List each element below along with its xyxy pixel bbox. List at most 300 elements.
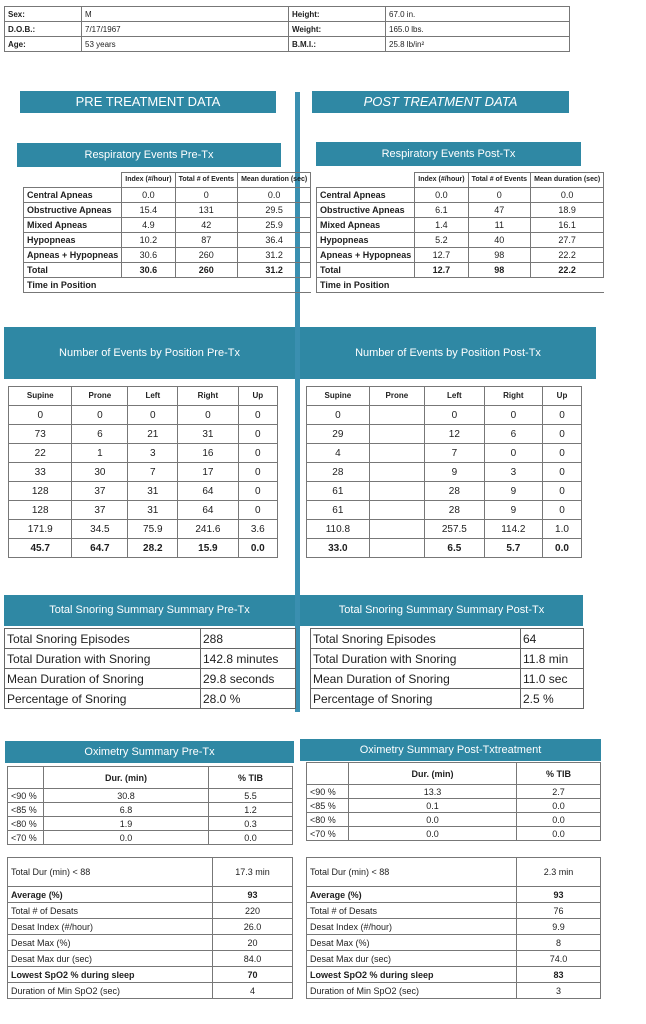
oxy-pre-summary-label: Desat Max dur (sec) xyxy=(8,951,213,967)
oxy-pre-band-row xyxy=(8,817,293,831)
pos-post-cell: 0 xyxy=(543,463,582,482)
demographics-row xyxy=(5,37,570,52)
resp-post-time-row xyxy=(317,278,604,293)
pos-post-cell: 61 xyxy=(307,501,370,520)
demo-label: Weight: xyxy=(289,22,386,37)
resp-pre-row-label: Total xyxy=(24,263,122,278)
resp-pre-row xyxy=(24,218,311,233)
pos-post-col-right: Right xyxy=(484,387,542,406)
oxy-post-band-label: <85 % xyxy=(307,799,349,813)
pos-post-cell: 0 xyxy=(543,482,582,501)
pos-pre-cell: 128 xyxy=(9,501,72,520)
pos-pre-cell: 0 xyxy=(178,406,238,425)
pos-pre-cell: 3 xyxy=(128,444,178,463)
oxy-pre-band-label: <90 % xyxy=(8,789,44,803)
oxy-pre-summary-row xyxy=(8,951,293,967)
pos-post-cell: 1.0 xyxy=(543,520,582,539)
demographics-row xyxy=(5,7,570,22)
pos-pre-cell: 30 xyxy=(72,463,128,482)
oxy-post-band-label: <80 % xyxy=(307,813,349,827)
snore-post-label: Mean Duration of Snoring xyxy=(311,669,521,689)
resp-pre-row-label: Central Apneas xyxy=(24,188,122,203)
resp-post-row-label: Central Apneas xyxy=(317,188,415,203)
pos-post-cell: 61 xyxy=(307,482,370,501)
oxy-pre-band-row xyxy=(8,803,293,817)
oxy-pre-summary-row xyxy=(8,919,293,935)
pos-post-cell: 4 xyxy=(307,444,370,463)
pos-post-cell: 0 xyxy=(543,406,582,425)
pos-pre-col-up: Up xyxy=(238,387,277,406)
demo-value: 165.0 lbs. xyxy=(386,22,570,37)
resp-post-time-label: Time in Position xyxy=(317,278,604,293)
resp-pre-mean: 31.2 xyxy=(238,263,311,278)
pos-pre-cell: 0 xyxy=(238,501,277,520)
pos-pre-cell: 0 xyxy=(238,425,277,444)
resp-post-row-label: Apneas + Hypopneas xyxy=(317,248,415,263)
pos-post-cell: 110.8 xyxy=(307,520,370,539)
demo-value: M xyxy=(82,7,289,22)
oxy-pre-band-tib: 0.3 xyxy=(209,817,293,831)
pos-post-table xyxy=(306,386,582,558)
oxy-pre-summary-label: Total Dur (min) < 88 xyxy=(8,858,213,887)
resp-post-col-mean: Mean duration (sec) xyxy=(531,173,604,188)
pos-pre-cell: 17 xyxy=(178,463,238,482)
resp-post-mean: 18.9 xyxy=(531,203,604,218)
pos-pre-cell: 21 xyxy=(128,425,178,444)
pos-post-row xyxy=(307,501,582,520)
pos-post-cell xyxy=(369,520,424,539)
resp-pre-index: 30.6 xyxy=(122,248,175,263)
snore-post-value: 11.8 min xyxy=(521,649,584,669)
pos-post-col-up: Up xyxy=(543,387,582,406)
resp-pre-index: 10.2 xyxy=(122,233,175,248)
resp-post-col-index: Index (#/hour) xyxy=(415,173,468,188)
pos-post-cell: 12 xyxy=(425,425,485,444)
resp-pre-mean: 0.0 xyxy=(238,188,311,203)
snore-pre-row xyxy=(5,629,296,649)
snore-post-value: 11.0 sec xyxy=(521,669,584,689)
resp-post-index: 1.4 xyxy=(415,218,468,233)
oxy-pre-summary-row xyxy=(8,887,293,903)
oxy-pre-band-dur: 1.9 xyxy=(44,817,209,831)
pos-pre-row xyxy=(9,482,278,501)
resp-pre-row xyxy=(24,263,311,278)
pos-post-cell: 28 xyxy=(307,463,370,482)
pos-pre-cell: 128 xyxy=(9,482,72,501)
oxy-pre-summary-label: Lowest SpO2 % during sleep xyxy=(8,967,213,983)
oxy-post-band-dur: 0.0 xyxy=(349,827,517,841)
snore-pre-value: 288 xyxy=(201,629,296,649)
oxy-post-summary-label: Lowest SpO2 % during sleep xyxy=(307,967,517,983)
pos-pre-cell: 34.5 xyxy=(72,520,128,539)
pos-pre-cell: 0 xyxy=(128,406,178,425)
pos-post-cell: 9 xyxy=(484,482,542,501)
resp-post-total: 0 xyxy=(468,188,531,203)
snore-pre-row xyxy=(5,649,296,669)
pos-post-cell: 9 xyxy=(425,463,485,482)
snore-pre-table xyxy=(4,628,296,709)
resp-pre-index: 30.6 xyxy=(122,263,175,278)
resp-pre-total: 131 xyxy=(175,203,238,218)
snore-post-label: Total Snoring Episodes xyxy=(311,629,521,649)
resp-post-mean: 16.1 xyxy=(531,218,604,233)
resp-post-row xyxy=(317,233,604,248)
oxy-post-band-row xyxy=(307,827,601,841)
snore-pre-value: 28.0 % xyxy=(201,689,296,709)
resp-post-index: 12.7 xyxy=(415,248,468,263)
pos-pre-cell: 0.0 xyxy=(238,539,277,558)
pos-post-cell xyxy=(369,482,424,501)
resp-post-table xyxy=(316,172,604,293)
pos-pre-cell: 22 xyxy=(9,444,72,463)
pos-pre-row xyxy=(9,463,278,482)
pos-pre-cell: 45.7 xyxy=(9,539,72,558)
resp-post-row-label: Hypopneas xyxy=(317,233,415,248)
oxy-pre-summary-row xyxy=(8,858,293,887)
snore-post-row xyxy=(311,689,584,709)
pos-pre-col-prone: Prone xyxy=(72,387,128,406)
pos-pre-cell: 0 xyxy=(238,482,277,501)
resp-post-mean: 0.0 xyxy=(531,188,604,203)
oxy-post-col-tib: % TIB xyxy=(517,763,601,785)
resp-pre-row-label: Hypopneas xyxy=(24,233,122,248)
resp-pre-index: 0.0 xyxy=(122,188,175,203)
oxy-post-summary-value: 74.0 xyxy=(517,951,601,967)
pos-post-cell: 257.5 xyxy=(425,520,485,539)
pos-post-cell: 0 xyxy=(484,406,542,425)
pos-pre-col-right: Right xyxy=(178,387,238,406)
snore-post-label: Total Duration with Snoring xyxy=(311,649,521,669)
resp-pre-index: 15.4 xyxy=(122,203,175,218)
snore-pre-row xyxy=(5,669,296,689)
oxy-post-summary-label: Desat Max (%) xyxy=(307,935,517,951)
resp-pre-time-label: Time in Position xyxy=(24,278,311,293)
oxy-pre-band-dur: 30.8 xyxy=(44,789,209,803)
oxy-pre-band-row xyxy=(8,831,293,845)
pos-pre-row xyxy=(9,406,278,425)
oxy-pre-band-tib: 0.0 xyxy=(209,831,293,845)
resp-pre-table xyxy=(23,172,311,293)
demographics-table xyxy=(4,6,570,52)
pos-pre-cell: 0 xyxy=(238,406,277,425)
snore-pre-label: Percentage of Snoring xyxy=(5,689,201,709)
pos-pre-cell: 1 xyxy=(72,444,128,463)
oxy-post-band-tib: 0.0 xyxy=(517,827,601,841)
resp-pre-col-mean: Mean duration (sec) xyxy=(238,173,311,188)
oxy-pre-title: Oximetry Summary Pre-Tx xyxy=(5,741,294,763)
oxy-post-summary-value: 2.3 min xyxy=(517,858,601,887)
pos-pre-row xyxy=(9,444,278,463)
pos-pre-table xyxy=(8,386,278,558)
oxy-pre-band-tib: 5.5 xyxy=(209,789,293,803)
resp-pre-mean: 31.2 xyxy=(238,248,311,263)
pos-post-cell: 7 xyxy=(425,444,485,463)
resp-post-row xyxy=(317,248,604,263)
pos-post-title: Number of Events by Position Post-Tx xyxy=(300,327,596,379)
resp-pre-mean: 36.4 xyxy=(238,233,311,248)
resp-pre-total: 0 xyxy=(175,188,238,203)
pos-post-col-left: Left xyxy=(425,387,485,406)
pos-pre-cell: 31 xyxy=(128,501,178,520)
pos-post-cell xyxy=(369,406,424,425)
resp-post-index: 0.0 xyxy=(415,188,468,203)
post-treatment-header: POST TREATMENT DATA xyxy=(312,91,569,113)
oxy-pre-col-dur: Dur. (min) xyxy=(44,767,209,789)
demo-label: Height: xyxy=(289,7,386,22)
pos-post-cell: 3 xyxy=(484,463,542,482)
resp-pre-mean: 25.9 xyxy=(238,218,311,233)
resp-post-row-label: Obstructive Apneas xyxy=(317,203,415,218)
oxy-pre-summary-value: 93 xyxy=(213,887,293,903)
resp-pre-total: 260 xyxy=(175,263,238,278)
oxy-pre-band-tib: 1.2 xyxy=(209,803,293,817)
pos-pre-cell: 64 xyxy=(178,501,238,520)
pos-post-cell xyxy=(369,501,424,520)
oxy-post-band-dur: 0.1 xyxy=(349,799,517,813)
resp-pre-row xyxy=(24,188,311,203)
pos-post-cell: 0 xyxy=(543,444,582,463)
oxy-pre-summary-label: Total # of Desats xyxy=(8,903,213,919)
pos-post-row xyxy=(307,482,582,501)
oxy-pre-summary-label: Desat Max (%) xyxy=(8,935,213,951)
pos-pre-cell: 75.9 xyxy=(128,520,178,539)
oxy-post-band-row xyxy=(307,813,601,827)
resp-post-total: 47 xyxy=(468,203,531,218)
oxy-pre-col-tib: % TIB xyxy=(209,767,293,789)
pos-pre-cell: 33 xyxy=(9,463,72,482)
resp-pre-index: 4.9 xyxy=(122,218,175,233)
oxy-pre-summary-row xyxy=(8,935,293,951)
oxy-pre-band-row xyxy=(8,789,293,803)
oxy-pre-summary-table xyxy=(7,857,293,999)
pos-post-row xyxy=(307,539,582,558)
pos-post-cell: 33.0 xyxy=(307,539,370,558)
pos-post-row xyxy=(307,520,582,539)
pos-pre-col-left: Left xyxy=(128,387,178,406)
pos-pre-cell: 171.9 xyxy=(9,520,72,539)
pos-pre-row xyxy=(9,425,278,444)
resp-pre-row xyxy=(24,248,311,263)
resp-pre-row-label: Mixed Apneas xyxy=(24,218,122,233)
pos-pre-cell: 241.6 xyxy=(178,520,238,539)
oxy-pre-summary-value: 220 xyxy=(213,903,293,919)
pos-post-cell: 6 xyxy=(484,425,542,444)
oxy-post-summary-value: 8 xyxy=(517,935,601,951)
oxy-post-col-dur: Dur. (min) xyxy=(349,763,517,785)
resp-pre-total: 42 xyxy=(175,218,238,233)
oxy-post-summary-row xyxy=(307,887,601,903)
pos-pre-row xyxy=(9,539,278,558)
oxy-pre-bands-table xyxy=(7,766,293,845)
snore-post-title: Total Snoring Summary Summary Post-Tx xyxy=(300,595,583,626)
oxy-post-band-dur: 13.3 xyxy=(349,785,517,799)
pos-post-cell: 0 xyxy=(484,444,542,463)
pos-post-cell xyxy=(369,463,424,482)
oxy-post-summary-row xyxy=(307,903,601,919)
demo-label: Sex: xyxy=(5,7,82,22)
resp-post-index: 12.7 xyxy=(415,263,468,278)
oxy-pre-summary-value: 4 xyxy=(213,983,293,999)
oxy-pre-summary-row xyxy=(8,967,293,983)
oxy-pre-summary-row xyxy=(8,903,293,919)
oxy-post-band-dur: 0.0 xyxy=(349,813,517,827)
oxy-post-summary-row xyxy=(307,951,601,967)
pos-post-cell: 5.7 xyxy=(484,539,542,558)
pos-pre-row xyxy=(9,520,278,539)
pos-post-row xyxy=(307,425,582,444)
oxy-pre-summary-value: 70 xyxy=(213,967,293,983)
resp-post-row xyxy=(317,203,604,218)
snore-post-value: 2.5 % xyxy=(521,689,584,709)
pos-pre-cell: 64.7 xyxy=(72,539,128,558)
pos-pre-cell: 37 xyxy=(72,482,128,501)
oxy-post-bands-table xyxy=(306,762,601,841)
pos-pre-cell: 64 xyxy=(178,482,238,501)
snore-post-row xyxy=(311,669,584,689)
pos-post-cell: 0.0 xyxy=(543,539,582,558)
resp-post-row xyxy=(317,218,604,233)
pos-post-cell: 6.5 xyxy=(425,539,485,558)
pos-pre-cell: 31 xyxy=(128,482,178,501)
oxy-post-summary-value: 9.9 xyxy=(517,919,601,935)
resp-post-title: Respiratory Events Post-Tx xyxy=(316,142,581,166)
oxy-pre-band-dur: 6.8 xyxy=(44,803,209,817)
oxy-pre-summary-label: Duration of Min SpO2 (sec) xyxy=(8,983,213,999)
snore-post-label: Percentage of Snoring xyxy=(311,689,521,709)
oxy-pre-summary-label: Desat Index (#/hour) xyxy=(8,919,213,935)
oxy-post-summary-label: Average (%) xyxy=(307,887,517,903)
pos-post-cell: 9 xyxy=(484,501,542,520)
pos-post-cell: 0 xyxy=(543,501,582,520)
pos-post-cell: 0 xyxy=(543,425,582,444)
pos-pre-cell: 28.2 xyxy=(128,539,178,558)
snore-pre-title: Total Snoring Summary Summary Pre-Tx xyxy=(4,595,295,626)
resp-pre-title: Respiratory Events Pre-Tx xyxy=(17,143,281,167)
pos-pre-cell: 0 xyxy=(72,406,128,425)
demo-value: 53 years xyxy=(82,37,289,52)
oxy-pre-summary-row xyxy=(8,983,293,999)
snore-post-row xyxy=(311,649,584,669)
resp-pre-mean: 29.5 xyxy=(238,203,311,218)
pos-post-cell: 0 xyxy=(307,406,370,425)
resp-post-mean: 27.7 xyxy=(531,233,604,248)
resp-pre-row xyxy=(24,233,311,248)
resp-post-mean: 22.2 xyxy=(531,263,604,278)
demo-label: B.M.I.: xyxy=(289,37,386,52)
pos-post-cell: 28 xyxy=(425,482,485,501)
snore-pre-label: Mean Duration of Snoring xyxy=(5,669,201,689)
oxy-post-summary-value: 83 xyxy=(517,967,601,983)
resp-pre-row-label: Obstructive Apneas xyxy=(24,203,122,218)
pos-pre-cell: 0 xyxy=(238,444,277,463)
pos-post-cell: 28 xyxy=(425,501,485,520)
oxy-post-summary-label: Total Dur (min) < 88 xyxy=(307,858,517,887)
oxy-post-summary-row xyxy=(307,935,601,951)
demographics-row xyxy=(5,22,570,37)
oxy-post-summary-value: 3 xyxy=(517,983,601,999)
oxy-post-summary-row xyxy=(307,983,601,999)
resp-post-total: 11 xyxy=(468,218,531,233)
pos-pre-cell: 73 xyxy=(9,425,72,444)
snore-post-table xyxy=(310,628,584,709)
oxy-post-summary-label: Total # of Desats xyxy=(307,903,517,919)
pos-pre-cell: 16 xyxy=(178,444,238,463)
demo-value: 25.8 lb/in² xyxy=(386,37,570,52)
oxy-post-band-tib: 0.0 xyxy=(517,813,601,827)
resp-pre-row xyxy=(24,203,311,218)
pos-pre-cell: 6 xyxy=(72,425,128,444)
resp-pre-col-total: Total # of Events xyxy=(175,173,238,188)
oxy-post-band-label: <70 % xyxy=(307,827,349,841)
pos-post-cell xyxy=(369,539,424,558)
oxy-post-summary-row xyxy=(307,967,601,983)
oxy-post-summary-row xyxy=(307,919,601,935)
oxy-post-summary-value: 93 xyxy=(517,887,601,903)
resp-post-total: 98 xyxy=(468,263,531,278)
oxy-pre-band-label: <70 % xyxy=(8,831,44,845)
oxy-pre-summary-label: Average (%) xyxy=(8,887,213,903)
pos-post-cell: 0 xyxy=(425,406,485,425)
pos-pre-title: Number of Events by Position Pre-Tx xyxy=(4,327,295,379)
pos-post-col-supine: Supine xyxy=(307,387,370,406)
resp-post-total: 40 xyxy=(468,233,531,248)
resp-post-index: 5.2 xyxy=(415,233,468,248)
pos-pre-cell: 0 xyxy=(238,463,277,482)
oxy-post-summary-label: Desat Index (#/hour) xyxy=(307,919,517,935)
snore-pre-value: 29.8 seconds xyxy=(201,669,296,689)
resp-post-row-label: Total xyxy=(317,263,415,278)
resp-pre-time-row xyxy=(24,278,311,293)
snore-post-value: 64 xyxy=(521,629,584,649)
pos-post-col-prone: Prone xyxy=(369,387,424,406)
resp-post-row-label: Mixed Apneas xyxy=(317,218,415,233)
demo-value: 7/17/1967 xyxy=(82,22,289,37)
oxy-pre-band-label: <80 % xyxy=(8,817,44,831)
pos-post-cell: 29 xyxy=(307,425,370,444)
resp-pre-col-index: Index (#/hour) xyxy=(122,173,175,188)
oxy-post-band-tib: 2.7 xyxy=(517,785,601,799)
pos-post-cell xyxy=(369,425,424,444)
oxy-post-title: Oximetry Summary Post-Txtreatment xyxy=(300,739,601,761)
oxy-post-band-row xyxy=(307,799,601,813)
pos-pre-col-supine: Supine xyxy=(9,387,72,406)
resp-pre-total: 87 xyxy=(175,233,238,248)
demo-label: D.O.B.: xyxy=(5,22,82,37)
oxy-pre-band-dur: 0.0 xyxy=(44,831,209,845)
oxy-post-summary-table xyxy=(306,857,601,999)
snore-post-row xyxy=(311,629,584,649)
pos-pre-cell: 0 xyxy=(9,406,72,425)
pos-pre-cell: 15.9 xyxy=(178,539,238,558)
pos-pre-cell: 7 xyxy=(128,463,178,482)
demo-value: 67.0 in. xyxy=(386,7,570,22)
resp-post-col-total: Total # of Events xyxy=(468,173,531,188)
pos-pre-row xyxy=(9,501,278,520)
snore-pre-label: Total Snoring Episodes xyxy=(5,629,201,649)
oxy-post-band-row xyxy=(307,785,601,799)
resp-pre-total: 260 xyxy=(175,248,238,263)
oxy-post-band-tib: 0.0 xyxy=(517,799,601,813)
demo-label: Age: xyxy=(5,37,82,52)
snore-pre-label: Total Duration with Snoring xyxy=(5,649,201,669)
oxy-post-band-label: <90 % xyxy=(307,785,349,799)
resp-post-mean: 22.2 xyxy=(531,248,604,263)
oxy-post-summary-label: Duration of Min SpO2 (sec) xyxy=(307,983,517,999)
pos-post-row xyxy=(307,444,582,463)
oxy-pre-summary-value: 20 xyxy=(213,935,293,951)
resp-post-row xyxy=(317,188,604,203)
oxy-pre-summary-value: 26.0 xyxy=(213,919,293,935)
